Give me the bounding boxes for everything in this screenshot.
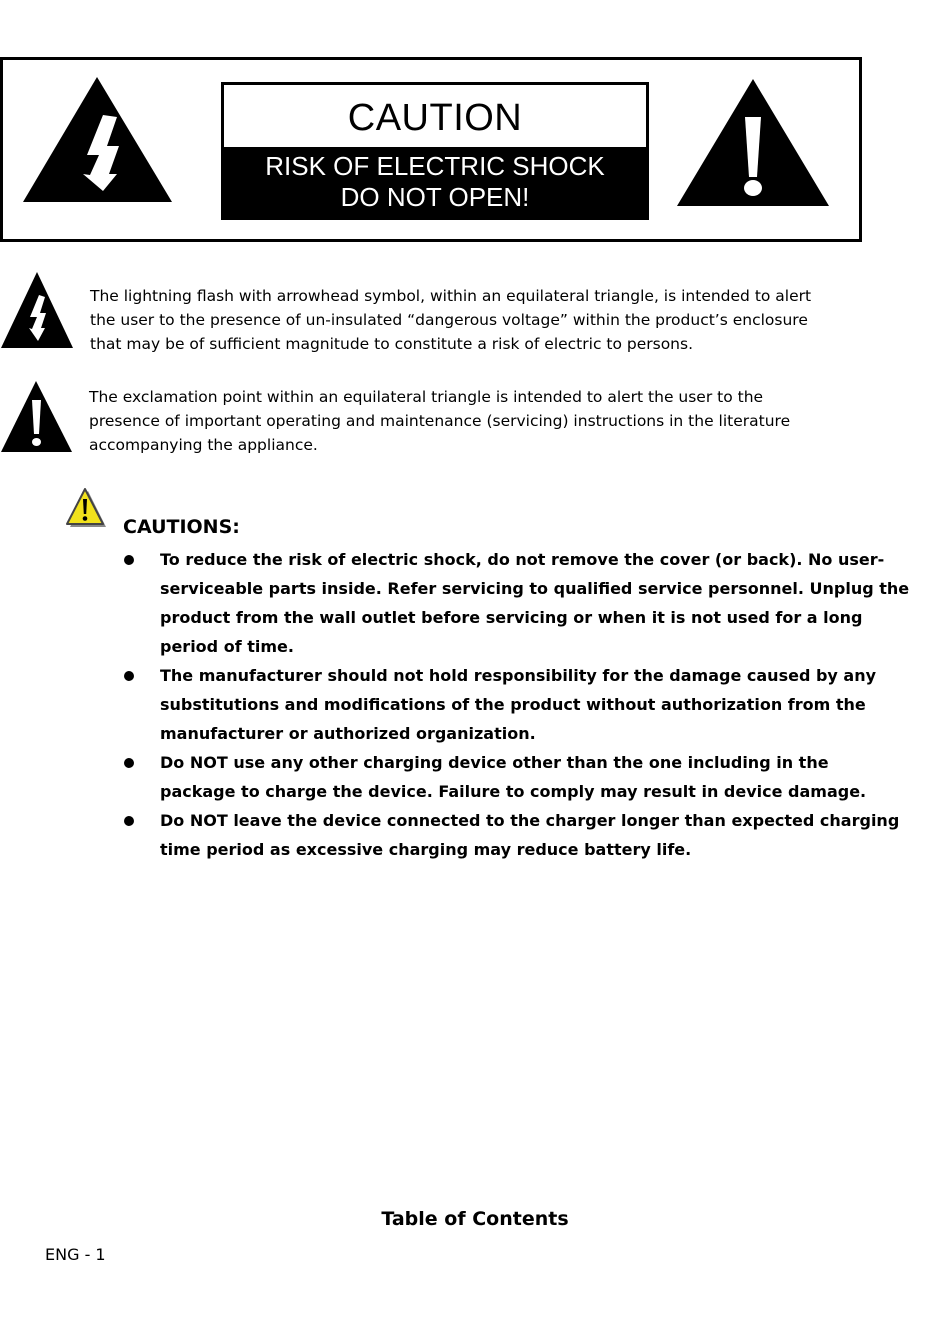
bullet: [124, 671, 134, 681]
item-line: Do NOT leave the device connected to the charger longer than expected charging: [160, 811, 900, 830]
caution-label-box: [221, 82, 649, 220]
text-line: accompanying the appliance.: [89, 436, 318, 454]
list-item: [120, 806, 920, 864]
item-line: product from the wall outlet before servicing or when it is not used for a long: [160, 608, 863, 627]
table-of-contents-heading: Table of Contents: [381, 1208, 569, 1230]
yellow-warning-icon: [64, 487, 106, 529]
bullet: [124, 758, 134, 768]
bullet: [124, 816, 134, 826]
item-line: To reduce the risk of electric shock, do not remove the cover (or back). No user-: [160, 550, 885, 569]
text-line: the user to the presence of un-insulated “dangerous voltage” within the product’s enclosure: [90, 311, 808, 329]
page-number: ENG - 1: [45, 1245, 106, 1264]
lightning-symbol-text: [90, 284, 811, 356]
item-line: period of time.: [160, 637, 294, 656]
list-item: [120, 545, 920, 661]
shock-warning-panel: [224, 147, 646, 217]
lightning-triangle-icon: [21, 75, 174, 205]
list-item: [120, 748, 920, 806]
caution-word: CAUTION: [347, 97, 523, 139]
text-line: The lightning flash with arrowhead symbol, within an equilateral triangle, is intended to alert: [90, 287, 812, 305]
lightning-triangle-icon: [0, 271, 74, 349]
exclamation-triangle-icon: [0, 380, 73, 453]
list-item: [120, 661, 920, 748]
item-line: time period as excessive charging may reduce battery life.: [160, 840, 692, 859]
item-line: substitutions and modifications of the product without authorization from the: [160, 695, 866, 714]
text-line: The exclamation point within an equilateral triangle is intended to alert the user to the: [89, 388, 764, 406]
warning-line-1: RISK OF ELECTRIC SHOCK: [265, 151, 605, 181]
cautions-list: [120, 545, 920, 864]
item-line: manufacturer or authorized organization.: [160, 724, 536, 743]
text-line: that may be of sufficient magnitude to constitute a risk of electric to persons.: [90, 335, 694, 353]
text-line: presence of important operating and maintenance (servicing) instructions in the literature: [89, 412, 791, 430]
cautions-title: CAUTIONS:: [123, 516, 240, 538]
item-line: package to charge the device. Failure to comply may result in device damage.: [160, 782, 867, 801]
caution-banner: [0, 57, 862, 242]
item-line: The manufacturer should not hold responsibility for the damage caused by any: [160, 666, 877, 685]
item-line: serviceable parts inside. Refer servicing to qualified service personnel. Unplug the: [160, 579, 910, 598]
warning-line-2: DO NOT OPEN!: [340, 182, 530, 212]
bullet: [124, 555, 134, 565]
exclamation-symbol-text: [89, 385, 790, 457]
item-line: Do NOT use any other charging device other than the one including in the: [160, 753, 829, 772]
exclamation-triangle-icon: [675, 77, 831, 209]
